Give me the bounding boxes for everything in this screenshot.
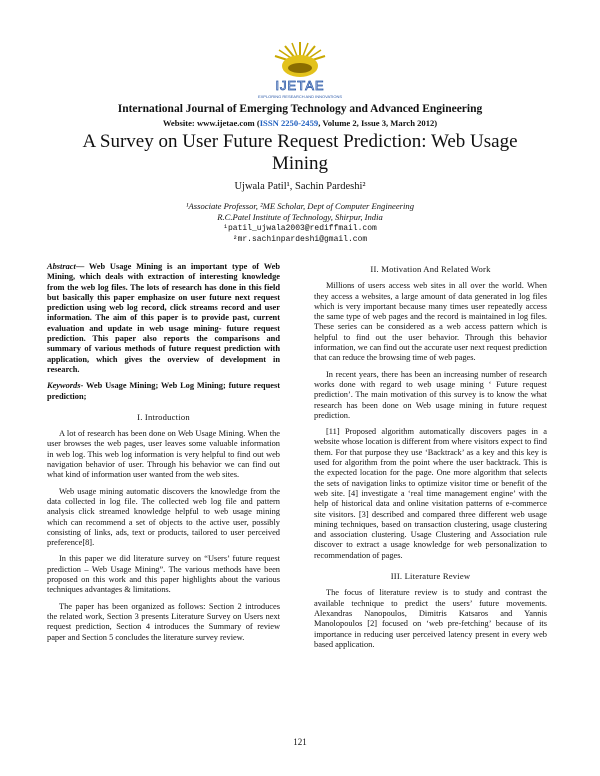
- section-heading-motivation: II. Motivation And Related Work: [370, 264, 491, 274]
- paragraph: A lot of research has been done on Web Usage Mining. When the user browses the web pages, user leaves some valuable information in web log. This web log information is very helpful to find out web navigation behavior of user. Through his behavior we can find out what kind of information user wanted from the web sites.: [47, 429, 280, 480]
- author-email-2[interactable]: ²mr.sachinpardeshi@gmail.com: [232, 235, 368, 244]
- right-column: [314, 262, 547, 656]
- affiliation-line-1: ¹Associate Professor, ²ME Scholar, Dept of Computer Engineering: [185, 201, 414, 211]
- authors: Ujwala Patil¹, Sachin Pardeshi²: [234, 181, 366, 192]
- paragraph: Millions of users access web sites in all over the world. When they access a websites, a large amount of data generated in log files which is very important because many times user repeatedly access the same type of web pages and the record is maintained in log files. These series can be considered as a web access pattern which is helpful to find out the user behavior. Through this behavior information, we can find out the accurate user next request prediction that can reduce the browsing time of web pages.: [314, 281, 547, 363]
- paragraph: In this paper we did literature survey on “Users’ future request prediction – Web Usage Mining”. The various methods have been proposed on this work and this paper highlights about the various techniques advantages & limitations.: [47, 554, 280, 595]
- svg-text:IJETAE: IJETAE: [275, 78, 325, 93]
- keywords: Keywords- Web Usage Mining; Web Log Mining; future request prediction;: [47, 381, 280, 401]
- journal-website: Website: www.ijetae.com (ISSN 2250-2459, Volume 2, Issue 3, March 2012): [162, 118, 438, 128]
- section-heading-introduction: I. Introduction: [137, 411, 190, 422]
- paragraph: The focus of literature review is to study and contrast the available technique to predict the users’ future movements. Alexandras Nanopoulos, Dimitris Katsaros and Yannis Manolopoulos [2] focused on ‘web pre-fetching’ because of its importance in reducing user perceived latency present in every web based application.: [314, 588, 547, 649]
- paragraph: Web usage mining automatic discovers the knowledge from the data collected in log file. The collected web log file and pattern analysis click streamed knowledge helpful to web usage mining which can recommend a set of objects to the active user, possibly consisting of links, ads, text or products, tailored to user perceived preference[8].: [47, 486, 280, 548]
- section-heading-literature-review: III. Literature Review: [390, 571, 471, 582]
- svg-text:EXPLORING RESEARCH AND INNOVAT: EXPLORING RESEARCH AND INNOVATIONS: [257, 94, 343, 99]
- issn-link[interactable]: ISSN 2250-2459: [259, 118, 319, 128]
- paper-title: A Survey on User Future Request Prediction: Web Usage Mining: [82, 131, 518, 174]
- abstract: Abstract— Web Usage Mining is an important type of Web Mining, which deals with extraction of interesting knowledge from the web log files. The lots of research has done in this field but basically this paper emphasize on user future next request prediction using web log record, click streams record and user information. The aim of this paper is to provide past, current evaluation and update in web usage mining- future request prediction. This paper also reports the comparisons and summary of various methods of future request prediction with application, which gives the overview of development in research.: [47, 262, 280, 374]
- journal-name: International Journal of Emerging Technology and Advanced Engineering: [117, 103, 483, 115]
- sun-icon: [275, 42, 325, 77]
- left-column: [47, 262, 280, 649]
- author-email-1[interactable]: ¹patil_ujwala2003@rediffmail.com: [223, 224, 377, 233]
- affiliation-line-2: R.C.Patel Institute of Technology, Shirpur, India: [217, 212, 383, 222]
- journal-logo: [255, 38, 345, 100]
- paragraph: The paper has been organized as follows: Section 2 introduces the related work, Section 3 presents Literature Survey on Users next request prediction, Section 4 introduces the Summary of review paper and Section 5 concludes the literature survey review.: [47, 601, 280, 642]
- paragraph: [11] Proposed algorithm automatically discovers pages in a website whose location is different from where visitors expect to find them. For that purpose they use ‘Backtrack’ as a key and this key is used for algorithm from the point where the user backtrack. This is the expected location for the page. One more algorithm that selects the sets of navigation links to optimize visitor time or benefit of the web site. [4] investigate a ‘real time management engine’ with the help of historical data and online visitation patterns of e-commerce site visitors. [3] described and compared three different web usage mining techniques, based on transaction clustering, usage clustering and association clustering. Usage Clustering and Association rule discover to extract a usage knowledge for web personalization to recommendation of pages.: [314, 427, 547, 560]
- paragraph: In recent years, there has been an increasing number of research works done with regard to web usage mining ‘ Future request prediction’. The main motivation of this survey is to know the what research has been done on Web usage mining in future request prediction.: [314, 369, 547, 420]
- page-number: 121: [293, 737, 307, 747]
